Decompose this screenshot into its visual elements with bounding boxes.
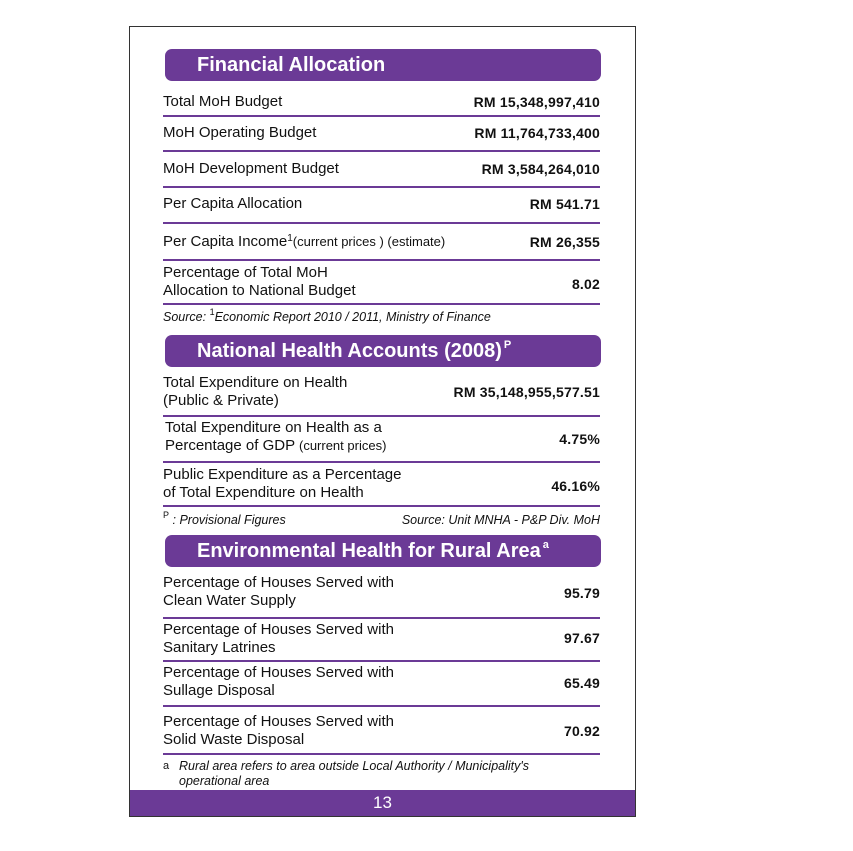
label-line: Sanitary Latrines (163, 639, 276, 656)
note-text: : Provisional Figures (172, 513, 286, 527)
note-line: operational area (179, 774, 270, 788)
label-line: (Public & Private) (163, 392, 279, 409)
source-text: Economic Report 2010 / 2011, Ministry of Finance (214, 310, 491, 324)
label-qualifier: (current prices) (298, 438, 387, 453)
page-number: 13 (373, 793, 392, 812)
env-health-header (165, 535, 601, 567)
footnote-marker: a (163, 760, 170, 772)
table-row (163, 89, 600, 117)
table-row (163, 463, 600, 507)
footnote-marker: 1 (209, 307, 215, 317)
row-label (165, 419, 386, 455)
provisional-note (163, 510, 286, 527)
nha-source-note: Source: Unit MNHA - P&P Div. MoH (401, 513, 600, 527)
row-label (163, 233, 445, 251)
label-line: Percentage of Houses Served with (163, 713, 394, 730)
row-label (163, 574, 394, 610)
page-footer (130, 790, 635, 816)
label-line: Clean Water Supply (163, 592, 296, 609)
row-value: 70.92 (563, 723, 600, 739)
row-label (163, 466, 401, 502)
table-row (163, 619, 600, 662)
label-line: Percentage of Houses Served with (163, 621, 394, 638)
row-value: RM 35,148,955,577.51 (453, 384, 600, 400)
nha-title: National Health Accounts (2008) (197, 340, 502, 362)
table-row (163, 188, 600, 224)
label-line: Total Expenditure on Health as a (165, 419, 382, 436)
row-value: 95.79 (563, 585, 600, 601)
env-health-title: Environmental Health for Rural Area (197, 540, 541, 562)
row-label (163, 374, 347, 410)
row-value: RM 541.71 (529, 196, 600, 212)
row-value: RM 11,764,733,400 (474, 125, 600, 141)
row-label: Per Capita Allocation (163, 195, 303, 212)
footnote-marker: 1 (287, 233, 293, 244)
per-capita-income-text: Per Capita Income (163, 233, 288, 250)
footnote-marker: P (163, 510, 170, 520)
label-line: Total Expenditure on Health (163, 374, 348, 391)
label-line: Percentage of Houses Served with (163, 664, 394, 681)
label-line: Solid Waste Disposal (163, 731, 305, 748)
financial-source-note (163, 307, 491, 324)
row-value: 4.75% (559, 431, 600, 447)
table-row (163, 261, 600, 305)
row-label: MoH Operating Budget (163, 124, 317, 141)
row-label (163, 664, 394, 700)
table-row (163, 572, 600, 619)
title-marker: P (503, 339, 512, 351)
row-value: 46.16% (551, 478, 600, 494)
row-value: 65.49 (563, 675, 600, 691)
row-value: 8.02 (571, 276, 600, 292)
nha-header (165, 335, 601, 367)
title-marker: a (542, 539, 549, 551)
rural-area-note (163, 759, 530, 788)
row-label (163, 621, 394, 657)
label-line: Percentage of Houses Served with (163, 574, 394, 591)
booklet-page (129, 26, 636, 817)
label-line: Allocation to National Budget (163, 282, 356, 299)
row-value: RM 26,355 (529, 234, 600, 250)
row-label: Total MoH Budget (163, 93, 283, 110)
table-row (163, 707, 600, 755)
row-label: MoH Development Budget (163, 160, 339, 177)
table-row (163, 117, 600, 152)
source-prefix: Source: (163, 310, 207, 324)
table-row (163, 371, 600, 417)
table-row (163, 152, 600, 188)
row-label (163, 713, 394, 749)
table-row (163, 662, 600, 707)
table-row (163, 417, 600, 463)
note-text (179, 759, 529, 789)
table-row (163, 224, 600, 261)
financial-allocation-title: Financial Allocation (197, 54, 386, 76)
row-value: RM 15,348,997,410 (473, 94, 600, 110)
label-line: Percentage of Total MoH (163, 264, 328, 281)
financial-allocation-header (165, 49, 601, 81)
row-value: RM 3,584,264,010 (481, 161, 600, 177)
label-line: of Total Expenditure on Health (163, 484, 364, 501)
label-qualifier: (current prices ) (estimate) (292, 234, 446, 249)
row-label (163, 264, 356, 300)
label-line: Sullage Disposal (163, 682, 275, 699)
note-line: Rural area refers to area outside Local Authority / Municipality's (179, 759, 530, 773)
row-value: 97.67 (563, 630, 600, 646)
label-line: Public Expenditure as a Percentage (163, 466, 402, 483)
label-line: Percentage of GDP (165, 437, 295, 454)
